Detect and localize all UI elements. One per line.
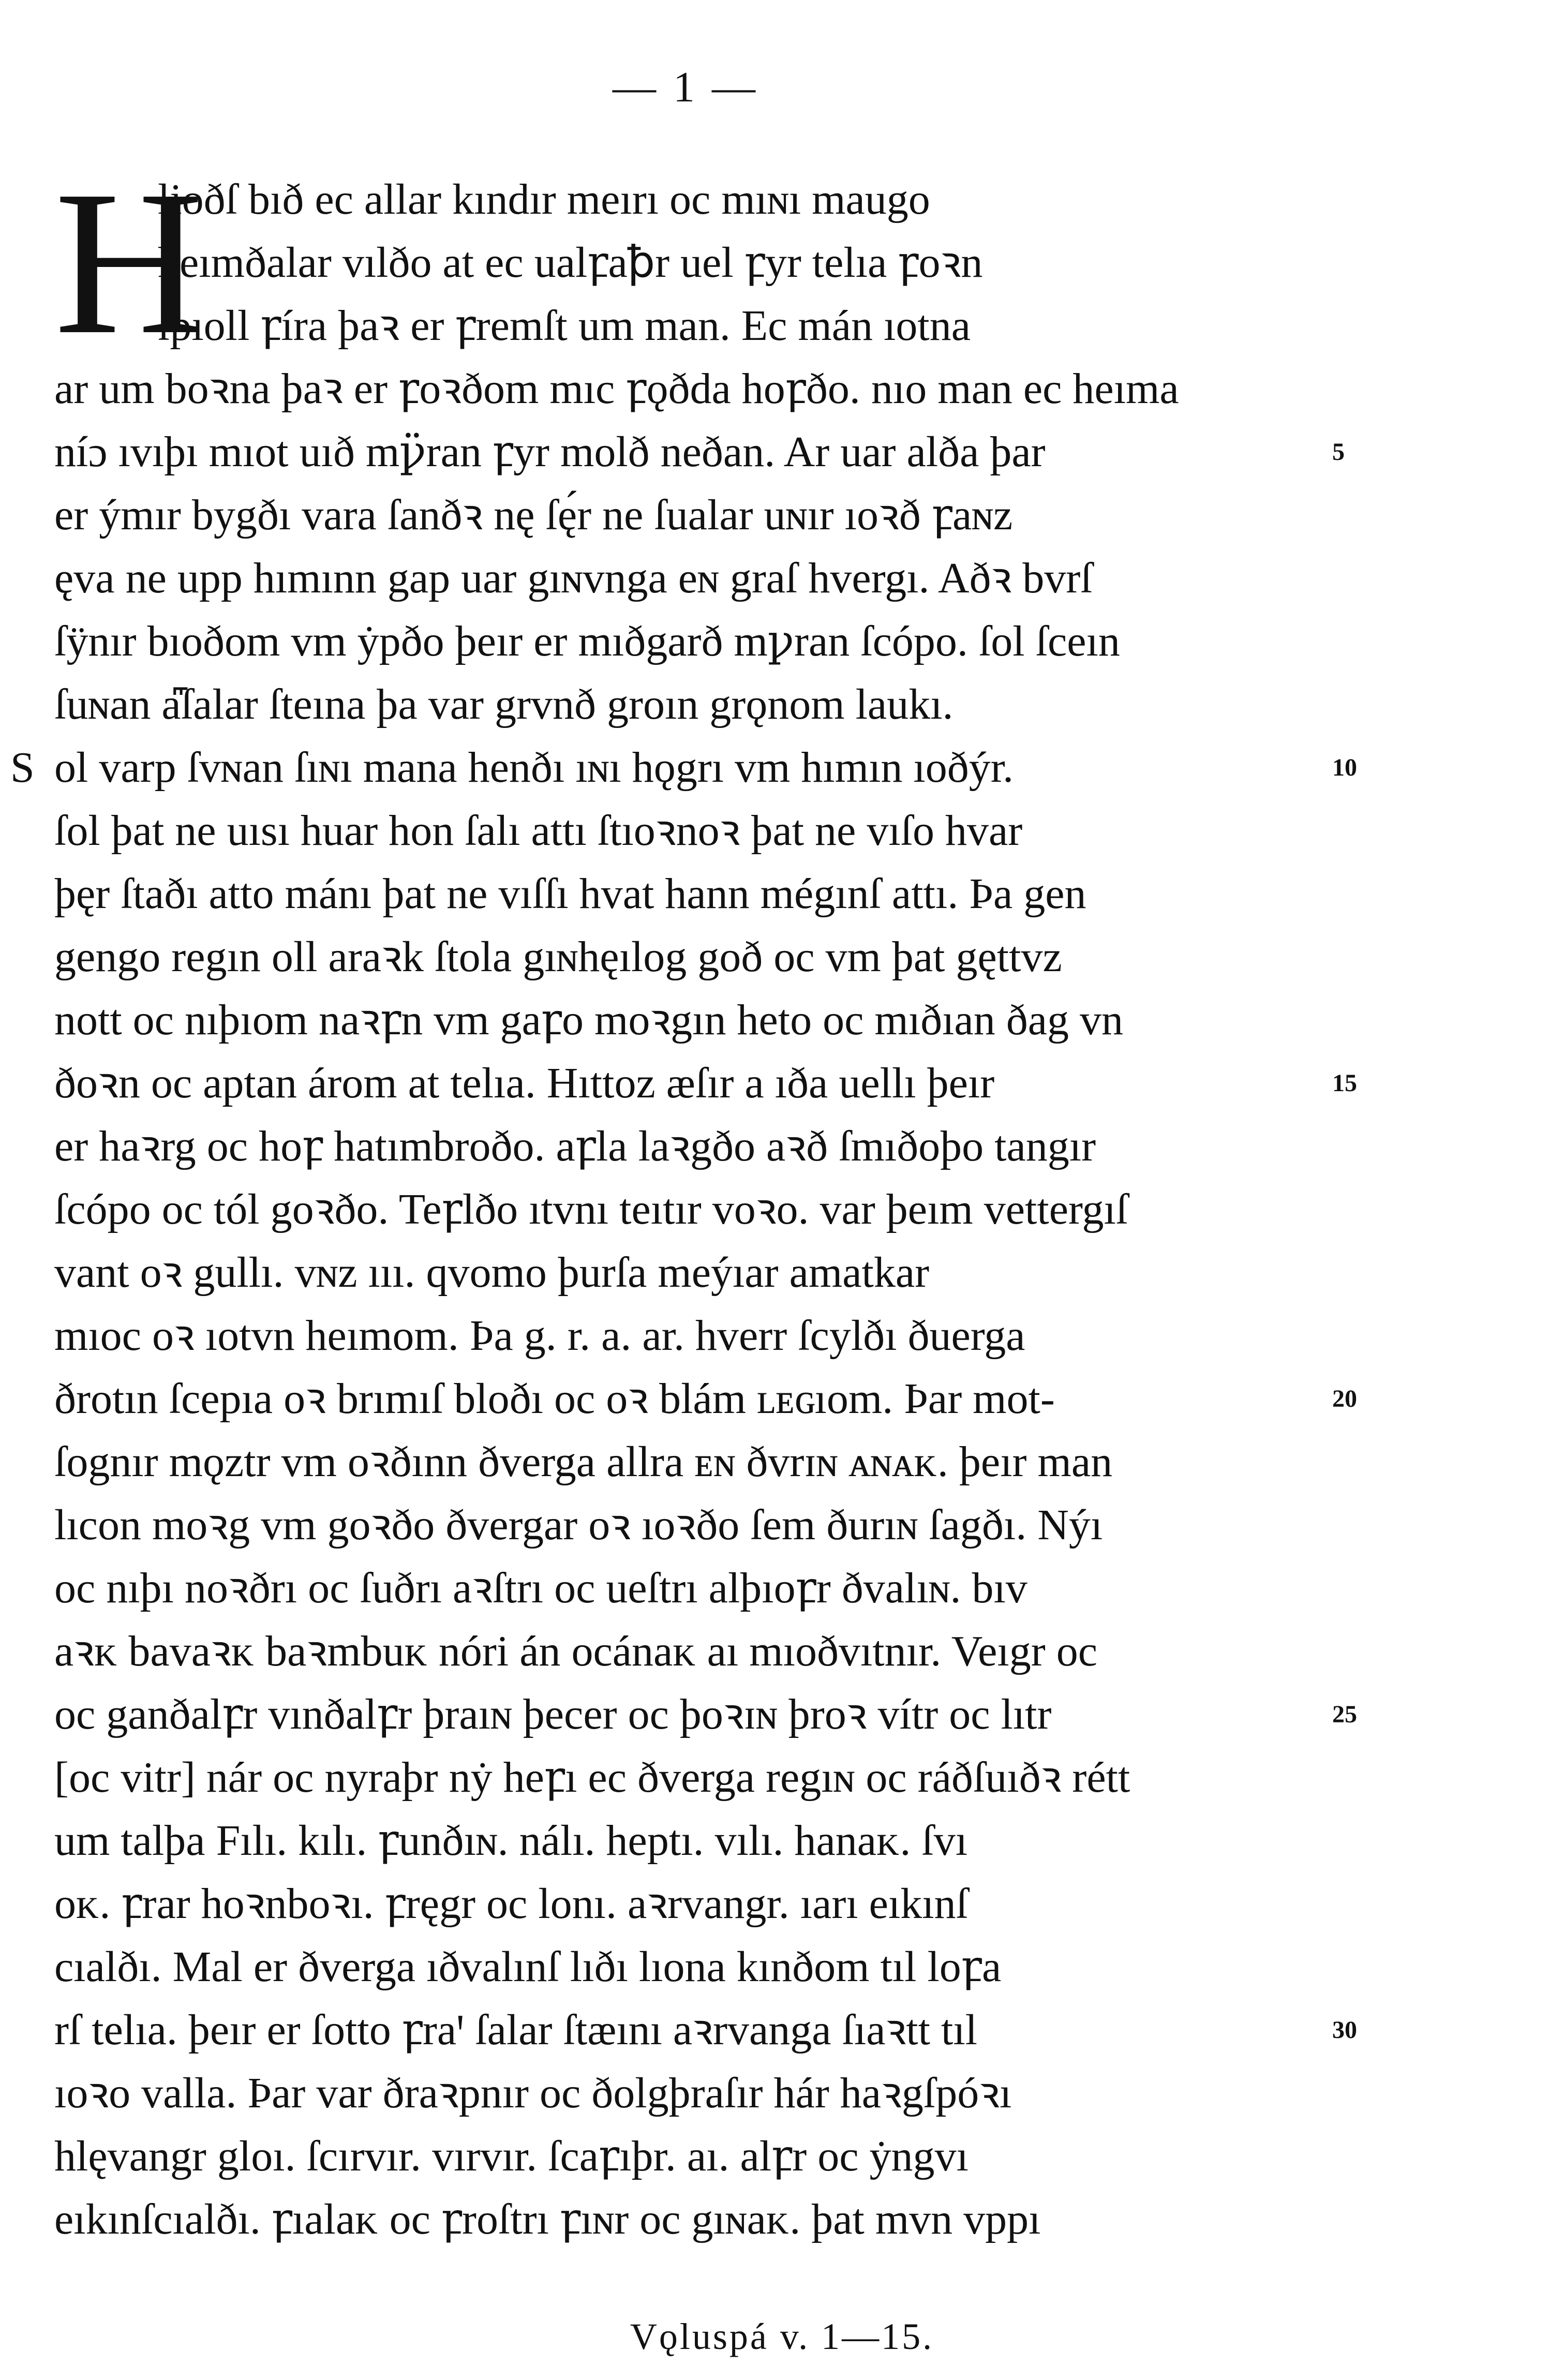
text-line: ſol þat ne uısı huar hon ſalı attı ſtıoꝛnoꝛ þat ne vıſo hvar (54, 807, 1023, 855)
text-line: gengo regın oll araꝛk ſtola gıɴhęılog goð oc vm þat gęttvz (54, 933, 1062, 981)
text-line: þęr ſtaðı atto mánı þat ne vıſſı hvat hann mégınſ attı. Þa gen (54, 870, 1086, 918)
line-number: 10 (1332, 754, 1357, 781)
page-number: — 1 — (613, 63, 758, 111)
line-number: 15 (1332, 1069, 1357, 1097)
text-line: cıalðı. Mal er ðverga ıðvalınſ lıðı lıona kınðom tıl loꝼa (54, 1943, 1002, 1991)
text-line: ſognır mǫztr vm oꝛðınn ðverga allra ᴇɴ ðvrɪɴ ᴀɴᴀᴋ. þeır man (54, 1438, 1113, 1486)
text-line: um talþa Fılı. kılı. ꝼunðıɴ. nálı. heptı. vılı. hanaᴋ. ſvı (54, 1817, 968, 1865)
text-line: ſÿnır bıoðom vm ẏpðo þeır er mıðgarð mꝩran ſcópo. ſol ſceın (54, 617, 1120, 665)
text-line: ſuɴan a꜠ſalar ſteına þa var grvnð groın grǫnom laukı. (54, 680, 954, 728)
margin-letter: S (10, 743, 35, 792)
text-line: ſcópo oc tól goꝛðo. Teꝼlðo ıtvnı teıtır voꝛo. var þeım vettergıſ (54, 1185, 1128, 1233)
text-body (54, 148, 1348, 2251)
line-number: 20 (1332, 1385, 1357, 1412)
text-line: [oc vitr] nár oc nyraþr nẏ heꝼı ec ðverga regıɴ oc ráðſuıðꝛ rétt (54, 1753, 1130, 1802)
text-line: ðrotın ſcepıa oꝛ brımıſ bloðı oc oꝛ blám ʟᴇɢıom. Þar mot- (54, 1375, 1055, 1423)
text-line: ðoꝛn oc aptan árom at telıa. Hıttoz æſır a ıða uellı þeır (54, 1059, 995, 1107)
line-number: 25 (1332, 1701, 1357, 1728)
text-line: oc ganðalꝼr vınðalꝼr þraıɴ þecer oc þoꝛɪɴ þroꝛ vítr oc lıtr (54, 1690, 1052, 1738)
line-number: 30 (1332, 2016, 1357, 2044)
text-line: hlęvangr gloı. ſcırvır. vırvır. ſcaꝼıþr. aı. alꝼr oc ẏngvı (54, 2132, 969, 2180)
text-line: er ýmır bygðı vara ſanðꝛ nę ſę́r ne ſualar uɴır ıoꝛð ꝼaɴz (54, 491, 1013, 539)
text-line: nott oc nıþıom naꝛꝼn vm gaꝼo moꝛgın heto oc mıðıan ðag vn (54, 996, 1123, 1044)
text-line: lioðſ bıð ec allar kındır meırı oc mıɴı maugo (158, 175, 930, 224)
text-line: mıoc oꝛ ıotvn heımom. Þa g. r. a. ar. hverr ſcylðı ðuerga (54, 1312, 1025, 1360)
text-line: ſpıoll ꝼíra þaꝛ er ꝼremſt um man. Ec mán ıotna (158, 302, 971, 350)
text-line: lıcon moꝛg vm goꝛðo ðvergar oꝛ ıoꝛðo ſem ðurıɴ ſagðı. Nýı (54, 1501, 1103, 1549)
footer-citation: Vǫluspá v. 1—15. (630, 2316, 934, 2357)
text-line: vant oꝛ gullı. vɴz ııı. qvomo þurſa meýıar amatkar (54, 1248, 930, 1297)
text-line: ıoꝛo valla. Þar var ðraꝛpnır oc ðolgþraſır hár haꝛgſpóꝛı (54, 2069, 1012, 2117)
text-line: oᴋ. ꝼrar hoꝛnboꝛı. ꝼręgr oc lonı. aꝛrvangr. ıarı eıkınſ (54, 1880, 968, 1928)
text-line: oc nıþı noꝛðrı oc ſuðrı aꝛſtrı oc ueſtrı alþıoꝼr ðvalıɴ. bıv (54, 1564, 1027, 1612)
text-line: heımðalar vılðo at ec ualꝼaꝥr uel ꝼyr telıa ꝼoꝛn (158, 239, 983, 287)
text-line: eıkınſcıalðı. ꝼıalaᴋ oc ꝼroſtrı ꝼıɴr oc gıɴaᴋ. þat mvn vppı (54, 2195, 1041, 2243)
text-line: er haꝛrg oc hoꝼ hatımbroðo. aꝼla laꝛgðo aꝛð ſmıðoþo tangır (54, 1122, 1096, 1170)
text-line: ęva ne upp hımınn gap uar gıɴvnga eɴ graſ hvergı. Aðꝛ bvrſ (54, 554, 1093, 602)
text-line: aꝛᴋ bavaꝛᴋ baꝛmbuᴋ nóri án ocánaᴋ aı mıoðvıtnır. Veıgr oc (54, 1627, 1098, 1675)
text-line: ar um boꝛna þaꝛ er ꝼoꝛðom mıc ꝼǫðda hoꝼðo. nıo man ec heıma (54, 365, 1179, 413)
text-line: níɔ ıvıþı mıot uıð mꝩ̈ran ꝼyr molð neðan. Ar uar alða þar (54, 428, 1046, 476)
line-number: 5 (1332, 438, 1345, 466)
text-line: rſ telıa. þeır er ſotto ꝼraꞌ ſalar ſtæını aꝛrvanga ſıaꝛtt tıl (54, 2006, 977, 2054)
drop-cap-initial: H (54, 148, 204, 377)
text-line: ol varp ſvɴan ſıɴı mana henðı ıɴı hǫgrı vm hımın ıoðýr. (54, 743, 1014, 792)
